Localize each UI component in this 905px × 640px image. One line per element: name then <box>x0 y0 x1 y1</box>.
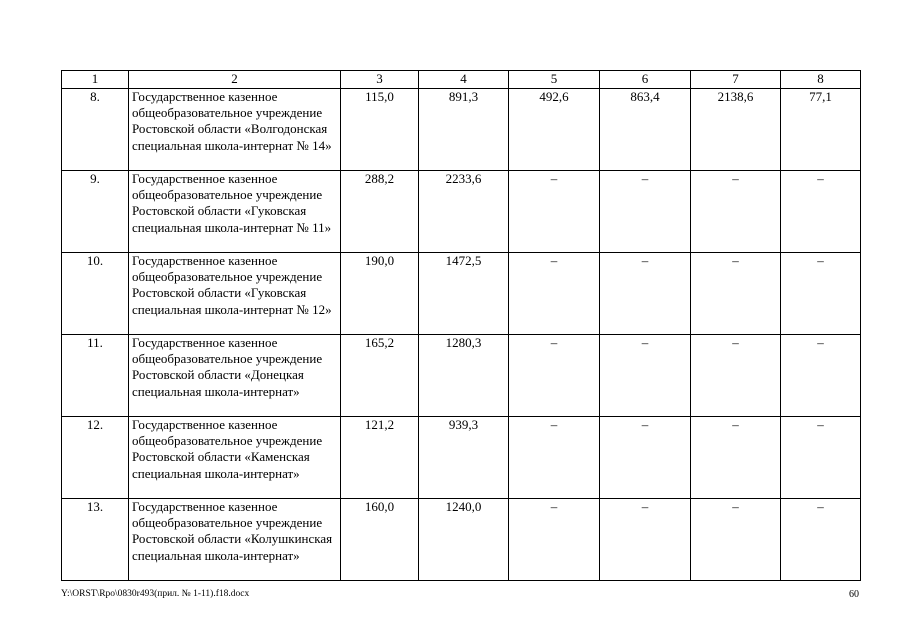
table-row <box>62 417 861 499</box>
table-body <box>62 71 861 581</box>
row-number: 10. <box>62 253 129 335</box>
cell-col8: – <box>781 499 861 581</box>
column-header: 3 <box>341 71 419 89</box>
cell-col4: 891,3 <box>419 89 509 171</box>
cell-col6: 863,4 <box>600 89 691 171</box>
cell-col7: – <box>691 253 781 335</box>
cell-col4: 2233,6 <box>419 171 509 253</box>
cell-col8: 77,1 <box>781 89 861 171</box>
cell-col7: 2138,6 <box>691 89 781 171</box>
cell-col8: – <box>781 417 861 499</box>
cell-col7: – <box>691 417 781 499</box>
row-number: 12. <box>62 417 129 499</box>
cell-col4: 1472,5 <box>419 253 509 335</box>
institution-name: Государственное казенное общеобразовательное учреждение Ростовской области «Донецкая специальная школа-интернат» <box>129 335 341 417</box>
cell-col3: 121,2 <box>341 417 419 499</box>
table-header-row <box>62 71 861 89</box>
cell-col8: – <box>781 335 861 417</box>
cell-col7: – <box>691 335 781 417</box>
institution-name: Государственное казенное общеобразовательное учреждение Ростовской области «Волгодонская специальная школа-интернат № 14» <box>129 89 341 171</box>
cell-col5: 492,6 <box>509 89 600 171</box>
cell-col5: – <box>509 335 600 417</box>
column-header: 7 <box>691 71 781 89</box>
cell-col4: 1240,0 <box>419 499 509 581</box>
cell-col5: – <box>509 171 600 253</box>
cell-col3: 288,2 <box>341 171 419 253</box>
cell-col4: 939,3 <box>419 417 509 499</box>
cell-col3: 190,0 <box>341 253 419 335</box>
row-number: 8. <box>62 89 129 171</box>
cell-col5: – <box>509 253 600 335</box>
table-row <box>62 499 861 581</box>
row-number: 11. <box>62 335 129 417</box>
cell-col7: – <box>691 171 781 253</box>
institution-name: Государственное казенное общеобразовательное учреждение Ростовской области «Гуковская специальная школа-интернат № 12» <box>129 253 341 335</box>
cell-col4: 1280,3 <box>419 335 509 417</box>
cell-col6: – <box>600 335 691 417</box>
cell-col3: 115,0 <box>341 89 419 171</box>
cell-col7: – <box>691 499 781 581</box>
cell-col5: – <box>509 417 600 499</box>
table-row <box>62 335 861 417</box>
cell-col6: – <box>600 253 691 335</box>
table-row <box>62 171 861 253</box>
cell-col8: – <box>781 253 861 335</box>
institution-name: Государственное казенное общеобразовательное учреждение Ростовской области «Каменская специальная школа-интернат» <box>129 417 341 499</box>
page-number: 60 <box>849 589 859 600</box>
file-path-footer: Y:\ORST\Rpo\0830r493(прил. № 1-11).f18.docx <box>61 589 250 599</box>
data-table <box>61 70 861 581</box>
row-number: 13. <box>62 499 129 581</box>
column-header: 2 <box>129 71 341 89</box>
cell-col5: – <box>509 499 600 581</box>
cell-col8: – <box>781 171 861 253</box>
cell-col6: – <box>600 417 691 499</box>
column-header: 1 <box>62 71 129 89</box>
column-header: 5 <box>509 71 600 89</box>
cell-col3: 160,0 <box>341 499 419 581</box>
institution-name: Государственное казенное общеобразовательное учреждение Ростовской области «Колушкинская специальная школа-интернат» <box>129 499 341 581</box>
cell-col3: 165,2 <box>341 335 419 417</box>
table-row <box>62 89 861 171</box>
row-number: 9. <box>62 171 129 253</box>
cell-col6: – <box>600 499 691 581</box>
column-header: 8 <box>781 71 861 89</box>
column-header: 6 <box>600 71 691 89</box>
institution-name: Государственное казенное общеобразовательное учреждение Ростовской области «Гуковская специальная школа-интернат № 11» <box>129 171 341 253</box>
column-header: 4 <box>419 71 509 89</box>
table-row <box>62 253 861 335</box>
cell-col6: – <box>600 171 691 253</box>
